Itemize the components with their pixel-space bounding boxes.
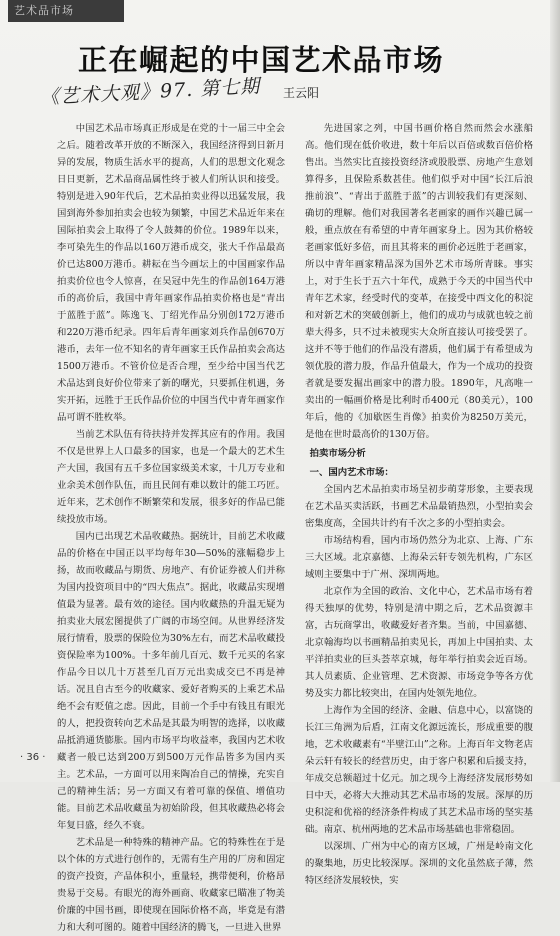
article-author: 王云阳 <box>283 86 320 100</box>
paragraph: 全国内艺术品拍卖市场呈初步萌芽形象，主要表现在艺术品买卖活跃，书画艺术品最销热烈，小型拍卖会密集度高，全国共计约有千次之多的小型拍卖会。 <box>305 484 533 529</box>
handwritten-annotation: 《艺术大观》97. 第七期 <box>39 75 261 109</box>
paragraph: 市场结构看，国内市场仍然分为北京、上海、广东三大区域。北京嘉德、上海朵云轩专领先机构，广东区域则主要集中于广州、深圳两地。 <box>305 535 533 580</box>
paragraph: 当前艺术队伍有待扶持并发挥其应有的作用。我国不仅是世界上人口最多的国家，也是一个最大的艺术生产大国，我国有五千多位国家级美术家，十几万专业和业余美术创作队伍，而且民间有难以数计的能工巧匠。近年来，艺术创作不断繁荣和发展，很多好的作品已能续投放市场。 <box>57 429 285 525</box>
section-header-tab: 艺术品市场 <box>8 0 124 22</box>
scan-edge-shadow <box>550 0 560 782</box>
left-text-column <box>57 120 285 933</box>
section-heading: 拍卖市场分析 <box>309 448 366 459</box>
right-text-column <box>305 120 533 886</box>
paragraph: 国内已出现艺术品收藏热。据统计，目前艺术收藏品的价格在中国正以平均每年30—50%的涨幅稳步上扬，故而收藏品与期货、房地产、有价证券被人们并称为国内投资项目中的“四大焦点”。据此，收藏品实现增值最为显著。最有效的途径。国内收藏热的升温无疑为拍卖业大展宏图提供了广阔的市场空间。从世界经济发展行情看，股票的保险位为30%左右，而艺术品收藏投资保险率为100%。十多年前几百元、数千元买的名家作品今日以几十万甚至几百万元出卖成交已不再是神话。况且自古至今的收藏家、爱好者购买的上乘艺术品绝不会有贬值之虑。因此，目前一个手中有钱且有眼光的人，把投资转向艺术品是其最为明智的选择，以收藏品抵消通货膨胀。国内市场平均收益率，我国内艺术收藏者一般已达到200万到500万元作品皆多为国内买主。艺术品，一方面可以用来陶冶自己的情操，充实自己的精神生活；另一方面又有着可靠的保值、增值功能。目前艺术品收藏虽为初始阶段，但其收藏热必将会年复日盛，经久不衰。 <box>57 531 285 831</box>
paragraph: 上海作为全国的经济、金融、信息中心，以富饶的长江三角洲为后盾，江南文化源远流长，形成重要的腹地，艺术收藏素有“半壁江山”之称。上海百年文物老店朵云轩有较长的经营历史，由于客户积累和后援支持，年成交总额超过十亿元。加之现今上海经济发展形势如日中天，必将大大推动其艺术品市场的发展。深厚的历史积淀和优裕的经济条件构成了其艺术品市场的坚实基础。南京、杭州两地的艺术品市场基础也非常稳固。 <box>305 705 533 835</box>
page-number: · 36 · <box>20 752 46 763</box>
paragraph: 中国艺术品市场真正形成是在党的十一届三中全会之后。随着改革开放的不断深入，我国经济得到日新月异的发展，物质生活水平的提高，人们的思想文化观念日日更新，艺术品商品属性终于被人们所认识和接受。特别是进入90年代后，艺术品拍卖业得以迅猛发展，我国到海外参加拍卖会也较为频繁，中国艺术品近年来在国际拍卖会上取得了令人鼓舞的价位。1989年以来，李可染先生的作品以160万港币成交，张大千作品最高价已达800万港币。耕耘在当今画坛上的中国画家作品拍卖价位也令人惊喜，在吴冠中先生的作品创164万港币的高价后，我国中青年画家作品拍卖价格也是“青出于蓝胜于蓝”。陈逸飞、丁绍光作品分别创172万港币和220万港币纪录。四年后青年画家刘兵作品创670万港币，去年一位不知名的青年画家王氏作品拍卖会高达1500万港币。不管价位是否合理，至少给中国当代艺术品达到良好价位带来了新的曙光，只要抓住机遇，务实开拓，远胜于王氏作品价位的中国当代中青年画家作品可谓不胜枚举。 <box>57 123 285 423</box>
paragraph: 以深圳、广州为中心的南方区域，广州是岭南文化的聚集地，历史比较深厚。深圳的文化虽然底子薄，然特区经济发展较快，实 <box>305 841 533 886</box>
paragraph: 艺术品是一种特殊的精神产品。它的特殊性在于是以个体的方式进行创作的，无需有生产用的厂房和固定的资产投资，产品体积小，重量轻，携带便利，价格昂贵易于交易。有眼光的海外画商、收藏家已瞄准了物美价廉的中国书画，即使现在国际价格不高，毕竟是有潜力和大利可图的。随着中国经济的腾飞，一旦进入世界 <box>57 837 285 933</box>
paragraph: 北京作为全国的政治、文化中心，艺术品市场有着得天独厚的优势，特别是清中期之后，艺术品资源丰富，古玩商掌出，收藏爱好者齐集。当前，中国嘉德、北京翰海均以书画精品拍卖见长，再加上中国拍卖、太平洋拍卖业的巨头荟萃京城，每年举行拍卖会近百场。其人员素质、企业管理、艺术资源、市场竞争等各方优势及实力都比较突出，在国内处领先地位。 <box>305 586 533 699</box>
paragraph: 先进国家之列，中国书画价格自然而然会水涨船高。他们现在低价收进，数十年后以百倍或数百倍价格售出。当然实比直接投资经济或股股票、房地产生意划算得多，且保险系数甚佳。他们似乎对中国“长江后浪推前浪”、“青出于蓝胜于蓝”的古训较我们有更深刻、确切的理解。他们对我国著名老画家的画作兴趣已属一般，重点放在有希望的中青年画家身上。因为其价格较老画家低好多倍，而且其将来的画价必远胜于老画家，所以中青年画家精品深为国外艺术市场所青睐。事实上，对于生长于五六十年代，成熟于今天的中国当代中青年艺术家，经受时代的变革，在接受中西文化的积淀和对新艺术的突破创新上，他们的成功与成就也较之前辈大得多，只不过未被现实大众所直接认可接受罢了。这并不等于他们的作品没有潜质，他们属于有希望成为领优股的潜力股，作品升值最大，作为一个成功的投资者就是要发掘出画家中的潜力股。1890年，凡高唯一卖出的一幅画价格是比利时币400元（80美元），100年后，他的《加歇医生肖像》拍卖价为8250万美元，是他在世时最高价的130万倍。 <box>305 123 533 440</box>
article-title: 正在崛起的中国艺术品市场 <box>78 43 445 77</box>
subsection-heading: 一、国内艺术市场： <box>309 467 394 478</box>
